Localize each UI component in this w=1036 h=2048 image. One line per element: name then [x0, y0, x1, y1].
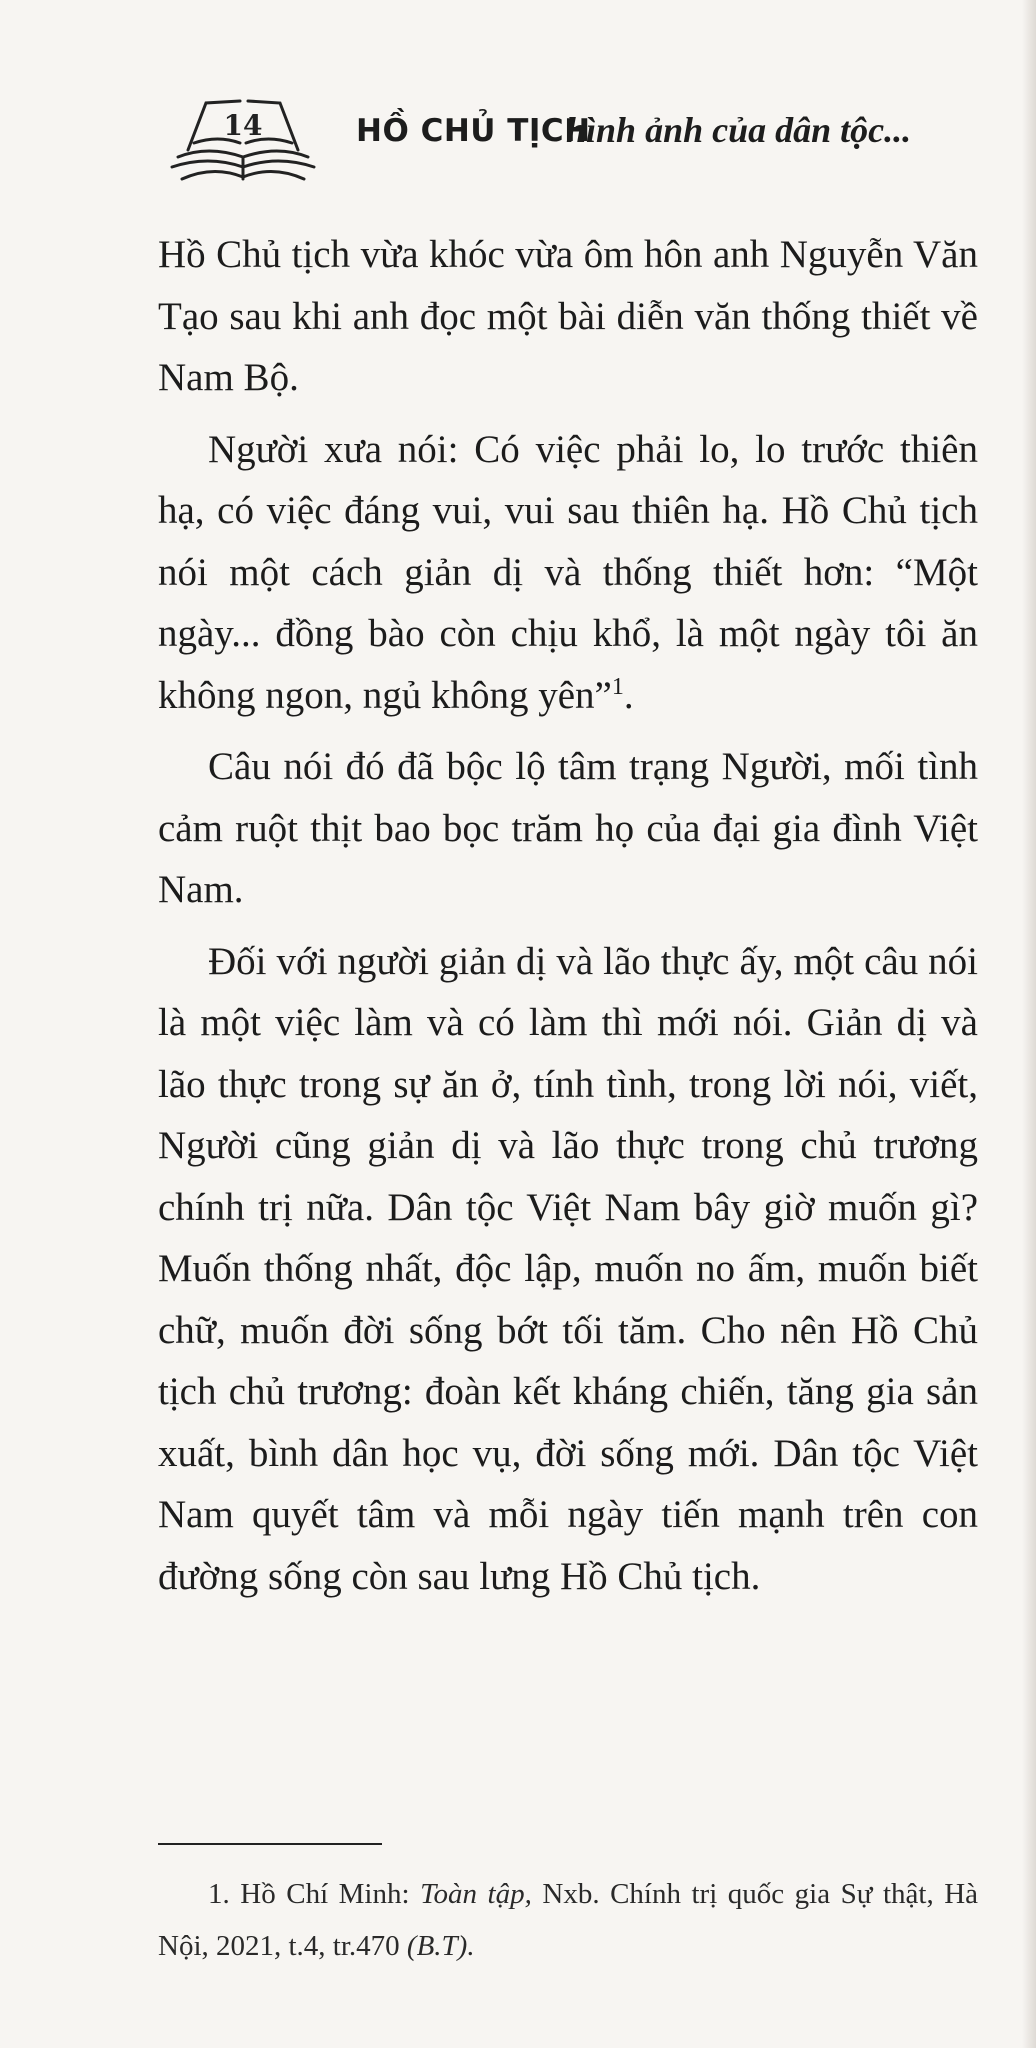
footnote-reference: 1 — [611, 673, 624, 700]
page-number: 14 — [223, 109, 263, 142]
footnote-divider — [158, 1843, 382, 1845]
footnote-number: 1. — [208, 1878, 230, 1910]
paragraph-tail: . — [623, 673, 634, 717]
paragraph: Câu nói đó đã bộc lộ tâm trạng Người, mối tình cảm ruột thịt bao bọc trăm họ của đại gia đình Việt Nam. — [158, 745, 978, 911]
footnote — [158, 1868, 978, 1972]
paragraph — [158, 419, 978, 727]
paragraph: Hồ Chủ tịch vừa khóc vừa ôm hôn anh Nguyễn Văn Tạo sau khi anh đọc một bài diễn văn thống thiết về Nam Bộ. — [158, 233, 978, 399]
running-title: HỒ CHỦ TỊCH — [356, 113, 591, 149]
running-subtitle: hình ảnh của dân tộc... — [566, 110, 912, 150]
body-text — [158, 224, 978, 1617]
footnote-editor-note: (B.T). — [406, 1930, 475, 1962]
paragraph-text: Người xưa nói: Có việc phải lo, lo trước thiên hạ, có việc đáng vui, vui sau thiên hạ. Hồ Chủ tịch nói một cách giản dị và thống thiết hơn: “Một ngày... đồng bào còn chịu khổ, là một ngày tôi ăn không ngon, ngủ không yên” — [158, 427, 978, 717]
footnote-author: Hồ Chí Minh: — [240, 1878, 410, 1910]
paragraph: Đối với người giản dị và lão thực ấy, một câu nói là một việc làm và có làm thì mới nói. Giản dị và lão thực trong sự ăn ở, tính tình, trong lời nói, viết, Người cũng giản dị và lão thực trong chủ trương chính trị nữa. Dân tộc Việt Nam bây giờ muốn gì? Muốn thống nhất, độc lập, muốn no ấm, muốn biết chữ, muốn đời sống bớt tối tăm. Cho nên Hồ Chủ tịch chủ trương: đoàn kết kháng chiến, tăng gia sản xuất, bình dân học vụ, đời sống mới. Dân tộc Việt Nam quyết tâm và mỗi ngày tiến mạnh trên con đường sống còn sau lưng Hồ Chủ tịch. — [158, 939, 978, 1598]
footnote-work-title: Toàn tập, — [420, 1878, 532, 1910]
running-header — [168, 95, 1008, 185]
footnote-publisher: Nxb. Chính trị quốc gia Sự thật, Hà Nội, 2021, t.4, tr.470 — [158, 1878, 979, 1962]
page-edge-shadow — [1022, 0, 1036, 2048]
